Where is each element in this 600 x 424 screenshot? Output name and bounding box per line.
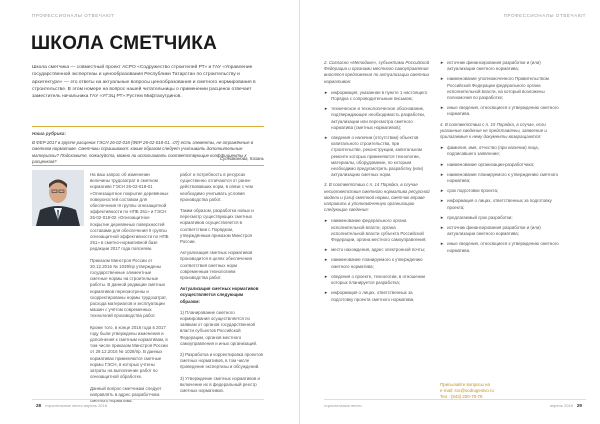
list-item-text: наименование организации-разработчика; [447,161,535,167]
list-item [440,162,560,168]
right-column-2 [440,60,560,258]
question-text: В ФЕР-2017 в группе расценок ГЭСН 26-02-018 (ФЕР 26-02-018-01...07) есть элементы, не отражённые в сметном нормативе. Сметчики спрашивают: каким образом следует учитывать дополнительные материалы? Подскажите, пожалуйста, можно ли использовать соответствующие коэффициенты к расценкам? [32,140,254,165]
footer-publication-left: строительные вести [324,403,362,408]
arrow-icon: ► [324,290,329,296]
question-author: Сулейманова, Казань [219,156,264,161]
right-footer [550,403,586,408]
list-item [324,218,430,243]
arrow-icon: ► [440,188,445,194]
list-item-text: предлагаемый срок разработки; [447,214,513,220]
arrow-icon: ► [440,225,445,231]
paragraph: 4. В соответствии с п. 15 Порядка, в случае, если указанные сведения не представлены, заявление и прилагаемые к нему документы возвращаются: [440,121,547,140]
paragraph: На ваш запрос об изменении величины трудозатрат в сметном нормативе ГЭСН 26-02-018-01 «Огнезащитное покрытие деревянных поверхностей составом для обеспечения III группы огнезащитной эффективности по НПБ 251» и ГЭСН 26-02-018-02 «Огнезащитное покрытие деревянных поверхностей составами для обеспечения II группы огнезащитной эффективности по НПБ 251» в сметно-нормативной базе редакции 2017 года поясняем. [90,172,169,252]
list-item [440,76,560,101]
section-label: ПРОФЕССИОНАЛЫ ОТВЕЧАЮТ [503,13,586,18]
paragraph: 2. Согласно «Методике», субъектами Российской Федерации и органами местного самоуправления вносятся предложения по актуализации сметных нормативов: [324,60,430,84]
list-item [440,215,560,221]
list-item [440,172,560,184]
list-item-text: наименование федерального органа исполнительной власти, органа исполнительной власти субъекта Российской Федерации, органа местного самоуправления; [331,218,427,243]
list-item-text: фамилия, имя, отчество (при наличии) лица, подписавшего заявление; [447,145,539,157]
arrow-icon: ► [440,198,445,204]
left-column-1 [90,172,170,409]
list-item [324,90,430,102]
paragraph: Кроме того, в конце 2016 года в 2017 году были утверждены изменения и дополнения к сметным нормативам, в том числе приказом Минстроя России от 29.12.2016 № 1028/пр. В данных нормативах применяются сметные нормы ГЭСН, в которых учтены затраты на выполнение работ по огнезащитной обработке. [90,324,168,380]
list-item [440,60,560,72]
list-item [324,106,430,131]
paragraph: Таким образом, разработка новых и пересмотр существующих сметных нормативов осуществляется в соответствии с Порядком, утверждённым приказом Минстроя России. [180,208,254,245]
list-item-text: техническое и технологическое обоснование, подтверждающее необходимость разработки, актуализации или пересмотра сметного норматива (сметных нормативов); [331,106,426,130]
reader-question-box [32,126,264,166]
paragraph: Данный вопрос сметчикам следует направлять в адрес разработчика сметного норматива. [90,385,162,403]
expert-portrait [32,170,84,226]
arrow-icon: ► [440,214,445,220]
left-column-2 [180,172,264,399]
list-item [324,135,430,178]
list-item [324,257,430,269]
section-label: ПРОФЕССИОНАЛЫ ОТВЕЧАЮТ [32,13,115,18]
arrow-icon: ► [440,105,445,111]
lead-paragraph: Школа сметчика — совместный проект АСРО «Содружество строителей РТ» и ГАУ «Управление государственной экспертизы и ценообразования Республики Татарстан по строительству и архитектуре» — это ответы на актуальные вопросы ценообразования и сметного нормирования в строительстве. В этом номере на вопрос нашей читательницы о применении расценок отвечает заместитель начальника ГАУ «УГЭЦ РТ» Рустем Мифтахутдинов. [32,65,256,100]
list-item-text: источник финансирования разработки и (или) актуализации сметного норматива; [447,60,541,72]
arrow-icon: ► [440,241,445,247]
list-item-text: источник финансирования разработки и (или) актуализации сметного норматива; [447,225,541,237]
list-item [440,225,560,237]
list-item-text: наименование уполномоченного Правительством Российской Федерации федерального органа исполнительной власти, на который возложены полномочия по разработке; [447,76,549,101]
paragraph: Актуализация сметных нормативов производится в целях обеспечения соответствия сметных норм современным технологиям производства работ. [180,250,253,281]
page-number: 28 [36,403,42,408]
arrow-icon: ► [324,247,329,253]
list-item-text: информация о лицах, ответственных за подготовку проекта сметного норматива. [331,290,415,302]
list-item [440,105,560,117]
arrow-icon: ► [324,218,329,224]
footer-date: апрель 2018 [549,403,573,408]
paragraph: работ и потребность в ресурсах существенно отличаются от ранее действовавших норм, в связи с чем необходимо учитывать условия производства работ. [180,172,253,202]
arrow-icon: ► [324,273,329,279]
arrow-icon: ► [440,171,445,177]
page-title: ШКОЛА СМЕТЧИКА [31,33,218,54]
list-item [324,247,430,253]
list-item [324,274,430,286]
arrow-icon: ► [324,89,329,95]
list-item-text: информация о лицах, ответственных за подготовку проекта; [447,198,552,210]
contact-phone: Тел.: (843) 200-70-78 [440,394,483,399]
arrow-icon: ► [440,60,445,65]
subheading-text: Актуализация сметных нормативов осуществляется следующим образом: [180,286,259,304]
right-page [300,0,600,424]
list-item [440,198,560,210]
paragraph: 2) Разработка и корректировка проектов сметных нормативов, в том числе проведение экспертизы и обсуждений. [180,352,263,370]
list-item [440,145,560,157]
list-item [324,290,430,302]
column-subheading [180,286,264,305]
paragraph: 3) Утверждение сметных нормативов и включение их в федеральный реестр сметных нормативов. [180,375,260,394]
list-item-text: срок подготовки проекта; [447,188,499,194]
list-item-text: иные сведения, относящиеся к утверждению сметного норматива. [447,241,559,253]
arrow-icon: ► [324,135,329,141]
list-item [440,188,560,194]
arrow-icon: ► [440,145,445,151]
footer-publication: строительные вести апрель 2018 [45,403,107,408]
contact-line: Присылайте вопросы на [440,382,490,387]
arrow-icon: ► [440,76,445,82]
paragraph: 3. В соответствии с п. 14 Порядка, в случае несоответствия сметного норматива ресурсной модели и (или) сметной нормы, сметчик вправе направить в уполномоченную организацию следующие сведения: [324,182,430,213]
arrow-icon: ► [324,106,329,112]
contact-info [440,382,494,400]
list-item-text: сведения о наличии (отсутствии) объектов капитального строительства, при строительстве, реконструкции, капитальном ремонте которых применяются технологии, материалы, оборудование, по которым необходимо предусмотреть разработку (или) актуализацию сметных норм. [331,135,424,178]
footer-divider [32,399,264,400]
paragraph: Приказом Минстроя России от 30.12.2016 № 1039/пр утверждены государственные элементные сметные нормы на строительные работы. В данной редакции сметных нормативов пересмотрены и скорректированы нормы трудозатрат, расхода материалов и эксплуатации машин с учётом современных технологий производства работ. [90,257,167,319]
list-item-text: наименование планируемого к утверждению сметного норматива; [331,257,423,269]
list-item-text: сведения о проекте, технологии, в отношении которых планируется разработка; [331,273,425,286]
left-footer [32,403,107,408]
list-item-text: иные сведения, относящиеся к утверждению сметного норматива. [447,105,559,117]
page-number: 29 [576,403,582,408]
list-item-text: место нахождения, адрес электронной почты; [331,247,426,253]
arrow-icon: ► [324,257,329,263]
question-tag: Наша рубрика: [32,131,67,136]
arrow-icon: ► [440,161,445,167]
list-item-text: информация, указанная в пункте 1 настоящего Порядка с сопроводительным письмом; [331,89,428,102]
list-item [440,241,560,253]
list-item-text: наименование планируемого к утверждению сметного норматива; [447,171,559,184]
right-column-1 [324,60,430,307]
paragraph: 1) Планирование сметного нормирования осуществляется по заявкам от органов государственной власти субъектов Российской Федерации, органов местного самоуправления и иных организаций. [180,309,258,346]
footer-divider [324,399,586,400]
contact-email-link[interactable]: e-mail: sro@sodrugestvo.ru [440,388,494,393]
